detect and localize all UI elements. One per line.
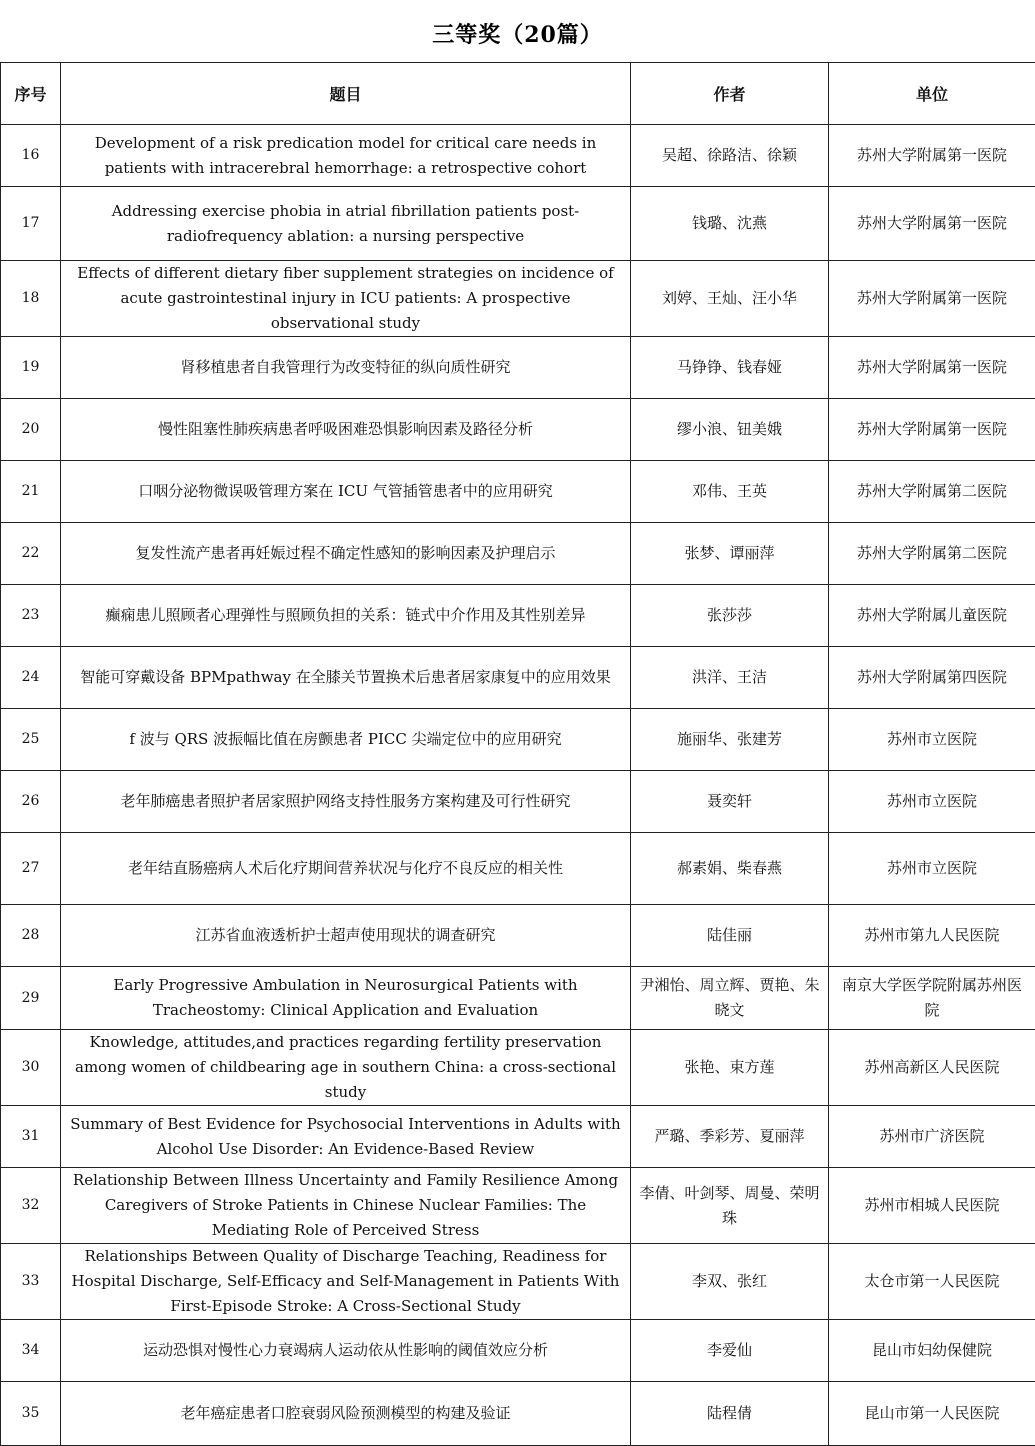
- cell-seq: 34: [1, 1320, 61, 1382]
- cell-unit: 昆山市第一人民医院: [829, 1382, 1035, 1446]
- cell-seq: 20: [1, 399, 61, 461]
- cell-seq: 18: [1, 261, 61, 337]
- cell-topic: 老年肺癌患者照护者居家照护网络支持性服务方案构建及可行性研究: [61, 771, 631, 833]
- cell-topic: 江苏省血液透析护士超声使用现状的调查研究: [61, 905, 631, 967]
- cell-unit: 苏州市立医院: [829, 833, 1035, 905]
- cell-author: 张莎莎: [631, 585, 829, 647]
- table-row: [1, 1168, 1035, 1244]
- cell-topic: 慢性阻塞性肺疾病患者呼吸困难恐惧影响因素及路径分析: [61, 399, 631, 461]
- cell-topic: Knowledge, attitudes,and practices regarding fertility preservation among women of childbearing age in southern China: a cross-sectional study: [61, 1030, 631, 1106]
- cell-topic: Addressing exercise phobia in atrial fibrillation patients post-radiofrequency ablation: a nursing perspective: [61, 187, 631, 261]
- cell-unit: 苏州市广济医院: [829, 1106, 1035, 1168]
- cell-topic: Summary of Best Evidence for Psychosocial Interventions in Adults with Alcohol Use Disorder: An Evidence-Based Review: [61, 1106, 631, 1168]
- table-row: [1, 771, 1035, 833]
- cell-unit: 昆山市妇幼保健院: [829, 1320, 1035, 1382]
- table-row: [1, 125, 1035, 187]
- cell-author: 陆程倩: [631, 1382, 829, 1446]
- cell-author: 钱璐、沈燕: [631, 187, 829, 261]
- cell-seq: 17: [1, 187, 61, 261]
- table-row: [1, 905, 1035, 967]
- cell-seq: 35: [1, 1382, 61, 1446]
- cell-topic: Effects of different dietary fiber supplement strategies on incidence of acute gastrointestinal injury in ICU patients: A prospective observational study: [61, 261, 631, 337]
- table-row: [1, 833, 1035, 905]
- cell-unit: 苏州高新区人民医院: [829, 1030, 1035, 1106]
- award-table: [0, 62, 1035, 1446]
- cell-seq: 32: [1, 1168, 61, 1244]
- table-row: [1, 1030, 1035, 1106]
- cell-seq: 30: [1, 1030, 61, 1106]
- cell-unit: 太仓市第一人民医院: [829, 1244, 1035, 1320]
- cell-seq: 31: [1, 1106, 61, 1168]
- table-row: [1, 709, 1035, 771]
- cell-seq: 26: [1, 771, 61, 833]
- table-row: [1, 1382, 1035, 1446]
- cell-seq: 29: [1, 967, 61, 1030]
- table-body: [1, 125, 1035, 1446]
- cell-author: 马铮铮、钱春娅: [631, 337, 829, 399]
- cell-seq: 25: [1, 709, 61, 771]
- cell-unit: 苏州大学附属第四医院: [829, 647, 1035, 709]
- cell-unit: 苏州大学附属儿童医院: [829, 585, 1035, 647]
- cell-seq: 33: [1, 1244, 61, 1320]
- cell-topic: Early Progressive Ambulation in Neurosurgical Patients with Tracheostomy: Clinical Application and Evaluation: [61, 967, 631, 1030]
- table-header-row: [1, 63, 1035, 125]
- page-title: 三等奖（20篇）: [0, 18, 1035, 49]
- cell-topic: Development of a risk predication model for critical care needs in patients with intracerebral hemorrhage: a retrospective cohort: [61, 125, 631, 187]
- cell-unit: 苏州大学附属第一医院: [829, 399, 1035, 461]
- table-row: [1, 337, 1035, 399]
- header-author: 作者: [631, 63, 829, 125]
- cell-unit: 苏州市相城人民医院: [829, 1168, 1035, 1244]
- cell-unit: 苏州大学附属第一医院: [829, 125, 1035, 187]
- cell-seq: 16: [1, 125, 61, 187]
- cell-author: 郝素娟、柴春燕: [631, 833, 829, 905]
- cell-unit: 苏州大学附属第一医院: [829, 261, 1035, 337]
- cell-author: 尹湘怡、周立辉、贾艳、朱晓文: [631, 967, 829, 1030]
- cell-author: 聂奕轩: [631, 771, 829, 833]
- cell-topic: f 波与 QRS 波振幅比值在房颤患者 PICC 尖端定位中的应用研究: [61, 709, 631, 771]
- cell-topic: Relationship Between Illness Uncertainty and Family Resilience Among Caregivers of Stroke Patients in Chinese Nuclear Families: The Mediating Role of Perceived Stress: [61, 1168, 631, 1244]
- cell-unit: 苏州大学附属第二医院: [829, 461, 1035, 523]
- cell-seq: 19: [1, 337, 61, 399]
- cell-seq: 21: [1, 461, 61, 523]
- cell-unit: 苏州大学附属第一医院: [829, 187, 1035, 261]
- table-row: [1, 187, 1035, 261]
- cell-topic: 智能可穿戴设备 BPMpathway 在全膝关节置换术后患者居家康复中的应用效果: [61, 647, 631, 709]
- header-unit: 单位: [829, 63, 1035, 125]
- cell-author: 严璐、季彩芳、夏丽萍: [631, 1106, 829, 1168]
- table-row: [1, 1244, 1035, 1320]
- table-row: [1, 461, 1035, 523]
- table-row: [1, 1320, 1035, 1382]
- table-row: [1, 261, 1035, 337]
- table-row: [1, 399, 1035, 461]
- cell-unit: 南京大学医学院附属苏州医院: [829, 967, 1035, 1030]
- cell-seq: 23: [1, 585, 61, 647]
- cell-author: 张艳、束方莲: [631, 1030, 829, 1106]
- table-row: [1, 1106, 1035, 1168]
- cell-unit: 苏州市立医院: [829, 709, 1035, 771]
- table-row: [1, 523, 1035, 585]
- cell-topic: 老年结直肠癌病人术后化疗期间营养状况与化疗不良反应的相关性: [61, 833, 631, 905]
- cell-topic: 复发性流产患者再妊娠过程不确定性感知的影响因素及护理启示: [61, 523, 631, 585]
- cell-topic: Relationships Between Quality of Discharge Teaching, Readiness for Hospital Discharge, Self-Efficacy and Self-Management in Patients With First-Episode Stroke: A Cross-Sectional Study: [61, 1244, 631, 1320]
- cell-author: 施丽华、张建芳: [631, 709, 829, 771]
- table-row: [1, 647, 1035, 709]
- cell-author: 李倩、叶剑琴、周曼、荣明珠: [631, 1168, 829, 1244]
- cell-topic: 口咽分泌物微误吸管理方案在 ICU 气管插管患者中的应用研究: [61, 461, 631, 523]
- cell-author: 洪洋、王洁: [631, 647, 829, 709]
- cell-unit: 苏州大学附属第二医院: [829, 523, 1035, 585]
- header-topic: 题目: [61, 63, 631, 125]
- cell-author: 陆佳丽: [631, 905, 829, 967]
- cell-author: 邓伟、王英: [631, 461, 829, 523]
- cell-author: 缪小浪、钮美娥: [631, 399, 829, 461]
- cell-seq: 28: [1, 905, 61, 967]
- cell-topic: 癫痫患儿照顾者心理弹性与照顾负担的关系：链式中介作用及其性别差异: [61, 585, 631, 647]
- cell-author: 李双、张红: [631, 1244, 829, 1320]
- cell-unit: 苏州市第九人民医院: [829, 905, 1035, 967]
- cell-seq: 27: [1, 833, 61, 905]
- cell-author: 张梦、谭丽萍: [631, 523, 829, 585]
- cell-unit: 苏州市立医院: [829, 771, 1035, 833]
- cell-author: 李爱仙: [631, 1320, 829, 1382]
- cell-author: 吴超、徐路洁、徐颖: [631, 125, 829, 187]
- cell-unit: 苏州大学附属第一医院: [829, 337, 1035, 399]
- cell-topic: 肾移植患者自我管理行为改变特征的纵向质性研究: [61, 337, 631, 399]
- cell-seq: 24: [1, 647, 61, 709]
- header-seq: 序号: [1, 63, 61, 125]
- cell-seq: 22: [1, 523, 61, 585]
- table-row: [1, 585, 1035, 647]
- cell-author: 刘婷、王灿、汪小华: [631, 261, 829, 337]
- table-row: [1, 967, 1035, 1030]
- cell-topic: 老年癌症患者口腔衰弱风险预测模型的构建及验证: [61, 1382, 631, 1446]
- cell-topic: 运动恐惧对慢性心力衰竭病人运动依从性影响的阈值效应分析: [61, 1320, 631, 1382]
